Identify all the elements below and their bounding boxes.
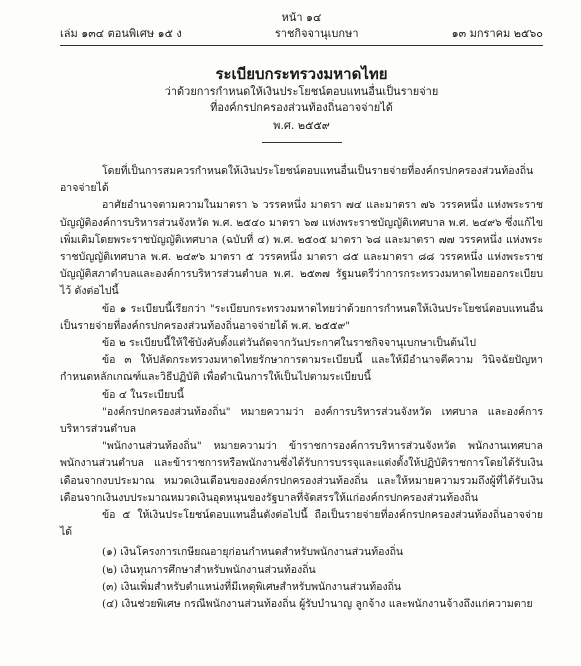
clause-3: ข้อ ๓ ให้ปลัดกระทรวงมหาดไทยรักษาการตามระเบียบนี้ และให้มีอำนาจตีความ วินิจฉัยปัญหา กำหนดหลักเกณฑ์และวิธีปฏิบัติ เพื่อดำเนินการให้เป็นไปตามระเบียบนี้ bbox=[60, 354, 543, 384]
document-subtitle-line-1: ว่าด้วยการกำหนดให้เงินประโยชน์ตอบแทนอื่นเป็นรายจ่าย bbox=[164, 85, 439, 98]
clause-1: ข้อ ๑ ระเบียบนี้เรียกว่า "ระเบียบกระทรวงมหาดไทยว่าด้วยการกำหนดให้เงินประโยชน์ตอบแทนอื่นเป็นรายจ่ายที่องค์กรปกครองส่วนท้องถิ่นอาจจ่ายได้ พ.ศ. ๒๕๕๙" bbox=[60, 302, 543, 332]
list-item: (๑) เงินโครงการเกษียณอายุก่อนกำหนดสำหรับพนักงานส่วนท้องถิ่น bbox=[102, 546, 404, 559]
document-title: ระเบียบกระทรวงมหาดไทย bbox=[215, 65, 388, 83]
gazette-name: ราชกิจจานุเบกษา bbox=[274, 27, 359, 40]
clause-2: ข้อ ๒ ระเบียบนี้ให้ใช้บังคับตั้งแต่วันถัดจากวันประกาศในราชกิจจานุเบกษาเป็นต้นไป bbox=[102, 337, 477, 350]
preamble-paragraph: โดยที่เป็นการสมควรกำหนดให้เงินประโยชน์ตอบแทนอื่นเป็นรายจ่ายที่องค์กรปกครองส่วนท้องถิ่นอาจจ่ายได้ bbox=[60, 165, 534, 195]
clause-4: ข้อ ๔ ในระเบียบนี้ bbox=[102, 388, 184, 401]
document-title-block bbox=[60, 64, 543, 143]
clause-5: ข้อ ๕ ให้เงินประโยชน์ตอบแทนอื่นดังต่อไปนี้ ถือเป็นรายจ่ายที่องค์กรปกครองส่วนท้องถิ่นอาจจ่ายได้ bbox=[60, 509, 543, 539]
list-item: (๓) เงินเพิ่มสำหรับตำแหน่งที่มีเหตุพิเศษสำหรับพนักงานส่วนท้องถิ่น bbox=[102, 580, 402, 593]
document-subtitle-line-2: ที่องค์กรปกครองส่วนท้องถิ่นอาจจ่ายได้ bbox=[210, 101, 393, 114]
document-year: พ.ศ. ๒๕๕๙ bbox=[273, 119, 330, 132]
title-divider bbox=[262, 142, 342, 143]
authority-paragraph: อาศัยอำนาจตามความในมาตรา ๖ วรรคหนึ่ง มาตรา ๗๔ และมาตรา ๗๖ วรรคหนึ่ง แห่งพระราชบัญญัติองค์การบริหารส่วนจังหวัด พ.ศ. ๒๕๔๐ มาตรา ๖๗ แห่งพระราชบัญญัติเทศบาล พ.ศ. ๒๔๙๖ ซึ่งแก้ไขเพิ่มเติมโดยพระราชบัญญัติเทศบาล (ฉบับที่ ๔) พ.ศ. ๒๕๐๕ มาตรา ๖๘ และมาตรา ๗๗ วรรคหนึ่ง แห่งพระราชบัญญัติเทศบาล พ.ศ. ๒๔๙๖ มาตรา ๕ วรรคหนึ่ง มาตรา ๘๕ และมาตรา ๘๘ วรรคหนึ่ง แห่งพระราชบัญญัติสภาตำบลและองค์การบริหารส่วนตำบล พ.ศ. ๒๕๓๗ รัฐมนตรีว่าการกระทรวงมหาดไทยออกระเบียบไว้ ดังต่อไปนี้ bbox=[60, 199, 543, 298]
publication-date: ๑๓ มกราคม ๒๕๖๐ bbox=[451, 27, 543, 40]
volume-info: เล่ม ๑๓๔ ตอนพิเศษ ๑๕ ง bbox=[60, 27, 182, 40]
definition-local-staff: "พนักงานส่วนท้องถิ่น" หมายความว่า ข้าราชการองค์การบริหารส่วนจังหวัด พนักงานเทศบาล พนักงานส่วนตำบล และข้าราชการหรือพนักงานซึ่งได้รับการบรรจุและแต่งตั้งให้ปฏิบัติราชการโดยได้รับเงินเดือนจากงบประมาณ หมวดเงินเดือนขององค์กรปกครองส่วนท้องถิ่น และให้หมายความรวมถึงผู้ที่ได้รับเงินเดือนจากเงินงบประมาณหมวดเงินอุดหนุนของรัฐบาลที่จัดสรรให้แก่องค์กรปกครองส่วนท้องถิ่น bbox=[60, 440, 543, 504]
gazette-header bbox=[60, 24, 543, 46]
list-item: (๔) เงินช่วยพิเศษ กรณีพนักงานส่วนท้องถิ่น ผู้รับบำนาญ ลูกจ้าง และพนักงานจ้างถึงแก่ความตาย bbox=[102, 598, 533, 611]
page-number: หน้า ๑๔ bbox=[281, 11, 322, 24]
document-body bbox=[60, 163, 543, 613]
definition-local-government: "องค์กรปกครองส่วนท้องถิ่น" หมายความว่า องค์การบริหารส่วนจังหวัด เทศบาล และองค์การบริหารส่วนตำบล bbox=[60, 405, 543, 436]
list-item: (๒) เงินทุนการศึกษาสำหรับพนักงานส่วนท้องถิ่น bbox=[102, 563, 316, 576]
